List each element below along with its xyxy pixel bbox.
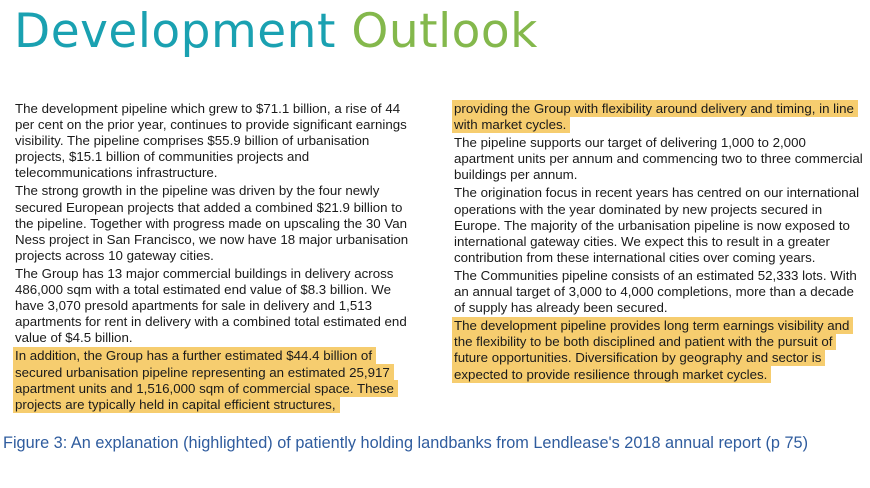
right-top-highlight-wrapper bbox=[452, 101, 866, 133]
title-word-development: Development bbox=[14, 4, 336, 59]
right-paragraph-communities-pipeline: The Communities pipeline consists of an estimated 52,333 lots. With an annual target of 3,000 to 4,000 completions, more than a decade of supply has already been secured. bbox=[454, 267, 857, 316]
right-text-column bbox=[454, 101, 866, 385]
left-highlight-wrapper bbox=[13, 348, 417, 412]
left-highlighted-paragraph: In addition, the Group has a further estimated $44.4 billion of secured urbanisation pipeline representing an estimated 25,917 apartment units and 1,516,000 sqm of commercial space. These projects are typically held in capital efficient structures, bbox=[13, 347, 398, 412]
right-highlighted-paragraph-bottom: The development pipeline provides long term earnings visibility and the flexibility to be both disciplined and patient with the pursuit of future opportunities. Diversification by geography and sector is expected to provide resilience through market cycles. bbox=[452, 317, 853, 382]
right-bottom-highlight-wrapper bbox=[452, 318, 866, 382]
right-paragraph-delivery-target: The pipeline supports our target of delivering 1,000 to 2,000 apartment units per annum and commencing two to three commercial buildings per annum. bbox=[454, 135, 863, 183]
left-paragraph-european-projects: The strong growth in the pipeline was driven by the four newly secured European projects that added a combined $21.9 billion to the pipeline. Together with progress made on upscaling the 30 Van Ness project in San Francisco, we now have 18 major urbanisation projects across 10 gateway cities. bbox=[15, 183, 409, 263]
left-paragraph-commercial-buildings: The Group has 13 major commercial buildings in delivery across 486,000 sqm with a total estimated end value of $8.3 billion. We have 3,070 presold apartments for sale in delivery and 1,513 apartments for rent in delivery with a combined total estimated end value of $4.5 billion. bbox=[15, 265, 407, 346]
title-word-outlook: Outlook bbox=[351, 4, 538, 59]
page-title bbox=[14, 0, 538, 64]
figure-caption: Figure 3: An explanation (highlighted) of patiently holding landbanks from Lendlease's 2018 annual report (p 75) bbox=[3, 434, 809, 452]
left-paragraph-pipeline-growth: The development pipeline which grew to $71.1 billion, a rise of 44 per cent on the prior year, continues to provide significant earnings visibility. The pipeline comprises $55.9 billion of urbanisation projects, $15.1 billion of communities projects and telecommunications infrastructure. bbox=[15, 101, 407, 181]
left-text-column bbox=[15, 101, 417, 415]
right-highlighted-paragraph-top: providing the Group with flexibility around delivery and timing, in line with market cycles. bbox=[452, 100, 858, 133]
right-paragraph-origination-focus: The origination focus in recent years has centred on our international operations with the year dominated by new projects secured in Europe. The majority of the urbanisation pipeline is now exposed to international gateway cities. We expect this to result in a greater contribution from these international cities over coming years. bbox=[454, 185, 860, 265]
